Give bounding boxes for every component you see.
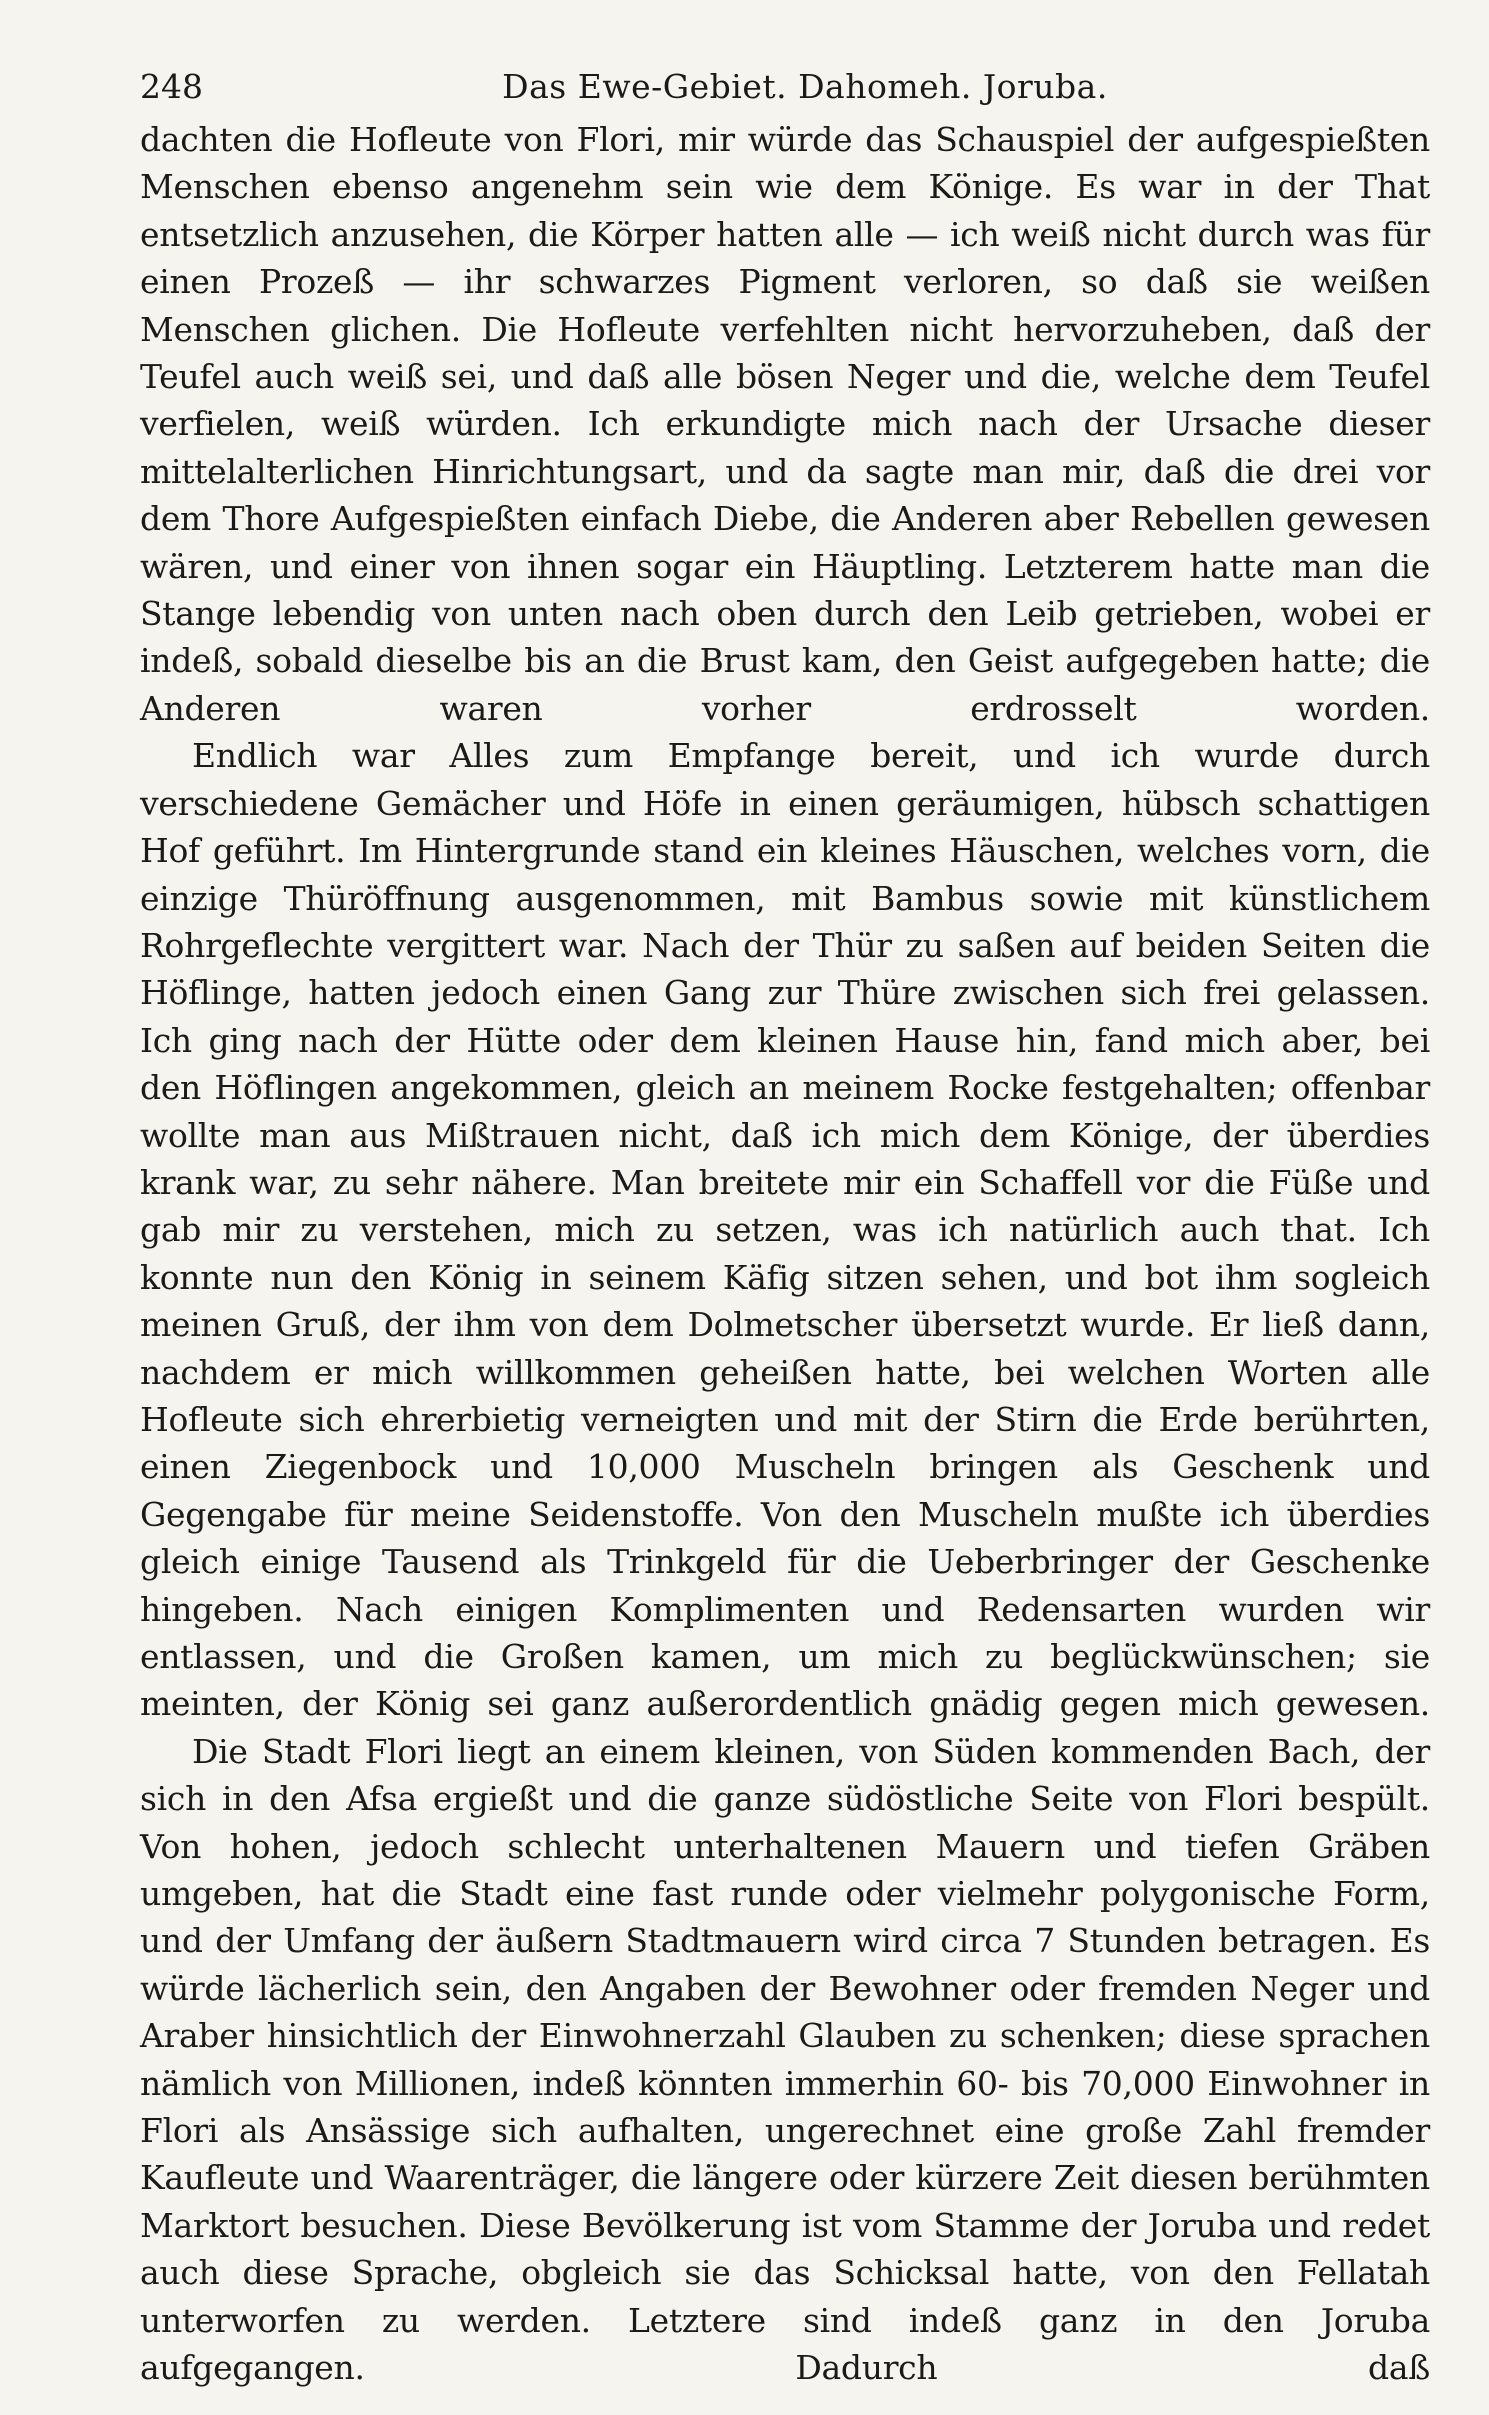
paragraph-1: dachten die Hofleute von Flori, mir würde das Schauspiel der aufgespießten Menschen ebenso angenehm sein wie dem Könige. Es war in der That entsetzlich anzusehen, die Körper hatten alle — ich weiß nicht durch was für einen Prozeß — ihr schwarzes Pigment verloren, so daß sie weißen Menschen glichen. Die Hofleute verfehlten nicht hervorzuheben, daß der Teufel auch weiß sei, und daß alle bösen Neger und die, welche dem Teufel verfielen, weiß würden. Ich erkundigte mich nach der Ursache dieser mittelalterlichen Hinrichtungsart, und da sagte man mir, daß die drei vor dem Thore Aufgespießten einfach Diebe, die Anderen aber Rebellen gewesen wären, und einer von ihnen sogar ein Häuptling. Letzterem hatte man die Stange lebendig von unten nach oben durch den Leib getrieben, wobei er indeß, sobald dieselbe bis an die Brust kam, den Geist aufgegeben hatte; die Anderen waren vorher erdrosselt worden. [140, 120, 1430, 728]
body-text [140, 116, 1430, 2392]
running-title: Das Ewe-Gebiet. Dahomeh. Joruba. [502, 67, 1108, 106]
page-number: 248 [140, 67, 203, 106]
paragraph-2: Endlich war Alles zum Empfange bereit, und ich wurde durch verschiedene Gemächer und Höfe in einen geräumigen, hübsch schattigen Hof geführt. Im Hintergrunde stand ein kleines Häuschen, welches vorn, die einzige Thüröffnung ausgenommen, mit Bambus sowie mit künstlichem Rohrgeflechte vergittert war. Nach der Thür zu saßen auf beiden Seiten die Höflinge, hatten jedoch einen Gang zur Thüre zwischen sich frei gelassen. Ich ging nach der Hütte oder dem kleinen Hause hin, fand mich aber, bei den Höflingen angekommen, gleich an meinem Rocke festgehalten; offenbar wollte man aus Mißtrauen nicht, daß ich mich dem Könige, der überdies krank war, zu sehr nähere. Man breitete mir ein Schaffell vor die Füße und gab mir zu verstehen, mich zu setzen, was ich natürlich auch that. Ich konnte nun den König in seinem Käfig sitzen sehen, und bot ihm sogleich meinen Gruß, der ihm von dem Dolmetscher übersetzt wurde. Er ließ dann, nachdem er mich willkommen geheißen hatte, bei welchen Worten alle Hofleute sich ehrerbietig verneigten und mit der Stirn die Erde berührten, einen Ziegenbock und 10,000 Muscheln bringen als Geschenk und Gegengabe für meine Seidenstoffe. Von den Muscheln mußte ich überdies gleich einige Tausend als Trinkgeld für die Ueberbringer der Geschenke hingeben. Nach einigen Komplimenten und Redensarten wurden wir entlassen, und die Großen kamen, um mich zu beglückwünschen; sie meinten, der König sei ganz außerordentlich gnädig gegen mich gewesen. [140, 736, 1430, 1724]
paragraph-3: Die Stadt Flori liegt an einem kleinen, von Süden kommenden Bach, der sich in den Afsa ergießt und die ganze südöstliche Seite von Flori bespült. Von hohen, jedoch schlecht unterhaltenen Mauern und tiefen Gräben umgeben, hat die Stadt eine fast runde oder vielmehr polygonische Form, und der Umfang der äußern Stadtmauern wird circa 7 Stunden betragen. Es würde lächerlich sein, den Angaben der Bewohner oder fremden Neger und Araber hinsichtlich der Einwohnerzahl Glauben zu schenken; diese sprachen nämlich von Millionen, indeß könnten immerhin 60- bis 70,000 Einwohner in Flori als Ansässige sich aufhalten, ungerechnet eine große Zahl fremder Kaufleute und Waarenträger, die längere oder kürzere Zeit diesen berühmten Marktort besuchen. Diese Bevölkerung ist vom Stamme der Joruba und redet auch diese Sprache, obgleich sie das Schicksal hatte, von den Fellatah unterworfen zu werden. Letztere sind indeß ganz in den Joruba aufgegangen. Dadurch daß [140, 1731, 1430, 2388]
running-head [140, 60, 1430, 114]
book-page [140, 60, 1430, 2388]
